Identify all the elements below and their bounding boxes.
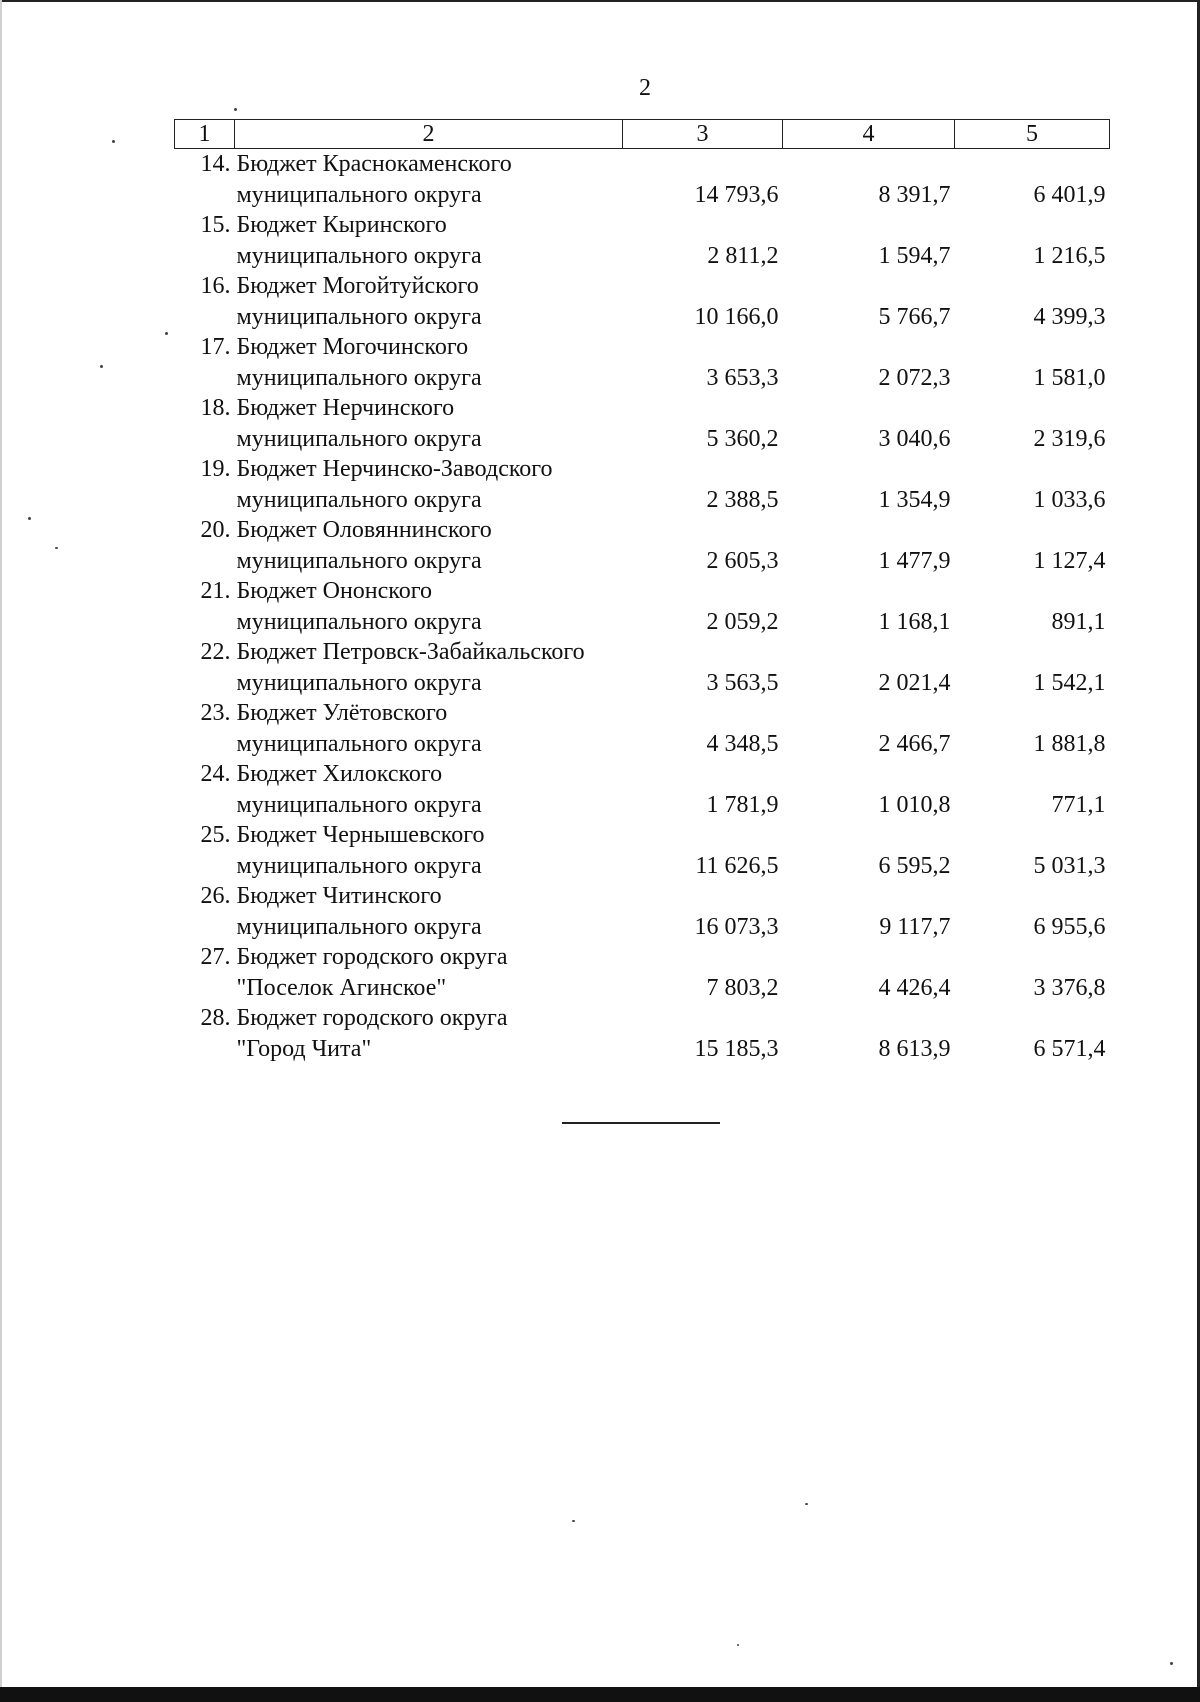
budget-name-line-1: Бюджет Краснокаменского — [236, 151, 512, 177]
budget-name-line-2: муниципального округа — [236, 425, 482, 452]
value-col-3: 14 793,6 — [694, 181, 779, 208]
budget-table-container — [174, 119, 1109, 1064]
budget-name-line-1: Бюджет Читинского — [236, 883, 442, 909]
budget-name-line-2: муниципального округа — [236, 486, 482, 513]
budget-name-line-1: Бюджет Ононского — [236, 578, 432, 604]
table-row — [175, 454, 1110, 515]
scan-speck — [737, 1644, 739, 1646]
row-number: 26. — [200, 883, 231, 909]
row-number: 14. — [200, 151, 231, 177]
row-number: 16. — [200, 273, 231, 299]
budget-name-line-2: муниципального округа — [236, 181, 482, 208]
row-number: 20. — [200, 517, 231, 543]
table-row — [175, 576, 1110, 637]
row-number: 17. — [200, 334, 231, 360]
row-number: 25. — [200, 822, 231, 848]
value-col-3: 7 803,2 — [706, 974, 779, 1001]
value-col-5: 771,1 — [1051, 791, 1106, 818]
table-row — [175, 698, 1110, 759]
budget-name-cell — [235, 210, 623, 271]
table-body — [175, 149, 1110, 1065]
budget-name-line-2: муниципального округа — [236, 791, 482, 818]
scan-speck — [1170, 1662, 1173, 1665]
budget-name-line-1: Бюджет Улётовского — [236, 700, 448, 726]
value-col-3: 16 073,3 — [694, 913, 779, 940]
table-row — [175, 149, 1110, 211]
row-number: 18. — [200, 395, 231, 421]
budget-name-line-1: Бюджет Кыринского — [236, 212, 447, 238]
value-col-4: 1 594,7 — [878, 242, 951, 269]
value-col-3: 11 626,5 — [695, 852, 779, 879]
budget-name-cell — [235, 881, 623, 942]
scan-speck — [28, 517, 31, 520]
value-col-5: 1 127,4 — [1033, 547, 1106, 574]
scan-speck — [165, 332, 168, 335]
row-number: 22. — [200, 639, 231, 665]
value-col-4: 8 613,9 — [878, 1035, 951, 1062]
row-number: 23. — [200, 700, 231, 726]
budget-name-line-1: Бюджет Могочинского — [236, 334, 469, 360]
budget-name-cell — [235, 1003, 623, 1064]
value-col-5: 6 955,6 — [1033, 913, 1106, 940]
header-row — [175, 120, 1110, 149]
budget-name-line-1: Бюджет Хилокского — [236, 761, 443, 787]
table-row — [175, 942, 1110, 1003]
table-row — [175, 515, 1110, 576]
budget-name-line-2: муниципального округа — [236, 730, 482, 757]
budget-name-line-2: муниципального округа — [236, 547, 482, 574]
table-row — [175, 881, 1110, 942]
header-col-2: 2 — [235, 120, 623, 149]
budget-name-line-1: Бюджет Нерчинского — [236, 395, 455, 421]
budget-name-cell — [235, 515, 623, 576]
value-col-5: 6 401,9 — [1033, 181, 1106, 208]
value-col-4: 5 766,7 — [878, 303, 951, 330]
value-col-3: 4 348,5 — [706, 730, 779, 757]
budget-name-cell — [235, 942, 623, 1003]
scan-speck — [112, 140, 115, 143]
budget-name-line-1: Бюджет Чернышевского — [236, 822, 485, 848]
value-col-5: 2 319,6 — [1033, 425, 1106, 452]
budget-name-line-1: Бюджет Нерчинско-Заводского — [236, 456, 553, 482]
scan-speck — [805, 1503, 808, 1505]
value-col-5: 1 216,5 — [1033, 242, 1106, 269]
row-number: 19. — [200, 456, 231, 482]
budget-name-cell — [235, 820, 623, 881]
budget-name-line-2: муниципального округа — [236, 913, 482, 940]
budget-name-line-2: муниципального округа — [236, 608, 482, 635]
budget-table — [174, 119, 1110, 1064]
row-number: 27. — [200, 944, 231, 970]
end-of-table-rule — [562, 1122, 720, 1124]
value-col-4: 1 477,9 — [878, 547, 951, 574]
budget-name-line-1: Бюджет Петровск-Забайкальского — [236, 639, 585, 665]
scan-speck — [234, 108, 237, 111]
budget-name-cell — [235, 271, 623, 332]
value-col-5: 1 581,0 — [1033, 364, 1106, 391]
value-col-3: 15 185,3 — [694, 1035, 779, 1062]
table-header — [175, 120, 1110, 149]
value-col-5: 1 881,8 — [1033, 730, 1106, 757]
row-number: 21. — [200, 578, 231, 604]
value-col-5: 4 399,3 — [1033, 303, 1106, 330]
value-col-5: 6 571,4 — [1033, 1035, 1106, 1062]
value-col-5: 1 542,1 — [1033, 669, 1106, 696]
value-col-3: 2 605,3 — [706, 547, 779, 574]
budget-name-cell — [235, 149, 623, 211]
value-col-4: 2 021,4 — [878, 669, 951, 696]
budget-name-cell — [235, 454, 623, 515]
value-col-3: 2 059,2 — [706, 608, 779, 635]
value-col-5: 5 031,3 — [1033, 852, 1106, 879]
row-number: 28. — [200, 1005, 231, 1031]
value-col-4: 2 466,7 — [878, 730, 951, 757]
value-col-5: 3 376,8 — [1033, 974, 1106, 1001]
budget-name-line-1: Бюджет городского округа — [236, 1005, 508, 1031]
table-row — [175, 759, 1110, 820]
budget-name-cell — [235, 759, 623, 820]
value-col-3: 10 166,0 — [694, 303, 779, 330]
table-row — [175, 820, 1110, 881]
value-col-4: 1 168,1 — [878, 608, 951, 635]
page-number: 2 — [639, 75, 651, 101]
table-row — [175, 332, 1110, 393]
budget-name-line-1: Бюджет Оловяннинского — [236, 517, 492, 543]
header-col-5: 5 — [955, 120, 1110, 149]
budget-name-line-2: муниципального округа — [236, 669, 482, 696]
value-col-4: 9 117,7 — [879, 913, 951, 940]
scan-border-bottom — [0, 1687, 1200, 1702]
scan-border-left — [0, 0, 2, 1702]
value-col-4: 1 354,9 — [878, 486, 951, 513]
budget-name-line-2: "Город Чита" — [236, 1035, 372, 1062]
scan-speck — [55, 547, 58, 549]
budget-name-line-1: Бюджет Могойтуйского — [236, 273, 479, 299]
scan-border-top — [0, 0, 1200, 2]
value-col-5: 1 033,6 — [1033, 486, 1106, 513]
value-col-3: 3 653,3 — [706, 364, 779, 391]
table-row — [175, 210, 1110, 271]
value-col-4: 8 391,7 — [878, 181, 951, 208]
value-col-4: 1 010,8 — [878, 791, 951, 818]
table-row — [175, 1003, 1110, 1064]
scan-speck — [100, 365, 103, 368]
budget-name-line-2: муниципального округа — [236, 364, 482, 391]
value-col-5: 891,1 — [1051, 608, 1106, 635]
budget-name-line-2: муниципального округа — [236, 303, 482, 330]
budget-name-line-1: Бюджет городского округа — [236, 944, 508, 970]
header-col-4: 4 — [783, 120, 955, 149]
row-number: 15. — [200, 212, 231, 238]
row-number: 24. — [200, 761, 231, 787]
budget-name-line-2: "Поселок Агинское" — [236, 974, 447, 1001]
budget-name-cell — [235, 637, 623, 698]
value-col-4: 6 595,2 — [878, 852, 951, 879]
budget-name-line-2: муниципального округа — [236, 852, 482, 879]
header-col-3: 3 — [623, 120, 783, 149]
value-col-4: 4 426,4 — [878, 974, 951, 1001]
table-row — [175, 637, 1110, 698]
budget-name-cell — [235, 393, 623, 454]
value-col-3: 2 388,5 — [706, 486, 779, 513]
header-col-1: 1 — [175, 120, 235, 149]
value-col-4: 3 040,6 — [878, 425, 951, 452]
table-row — [175, 393, 1110, 454]
value-col-3: 3 563,5 — [706, 669, 779, 696]
value-col-3: 2 811,2 — [707, 242, 779, 269]
value-col-3: 1 781,9 — [706, 791, 779, 818]
budget-name-cell — [235, 332, 623, 393]
budget-name-cell — [235, 698, 623, 759]
table-row — [175, 271, 1110, 332]
value-col-4: 2 072,3 — [878, 364, 951, 391]
value-col-3: 5 360,2 — [706, 425, 779, 452]
budget-name-cell — [235, 576, 623, 637]
scan-speck — [572, 1520, 575, 1522]
budget-name-line-2: муниципального округа — [236, 242, 482, 269]
